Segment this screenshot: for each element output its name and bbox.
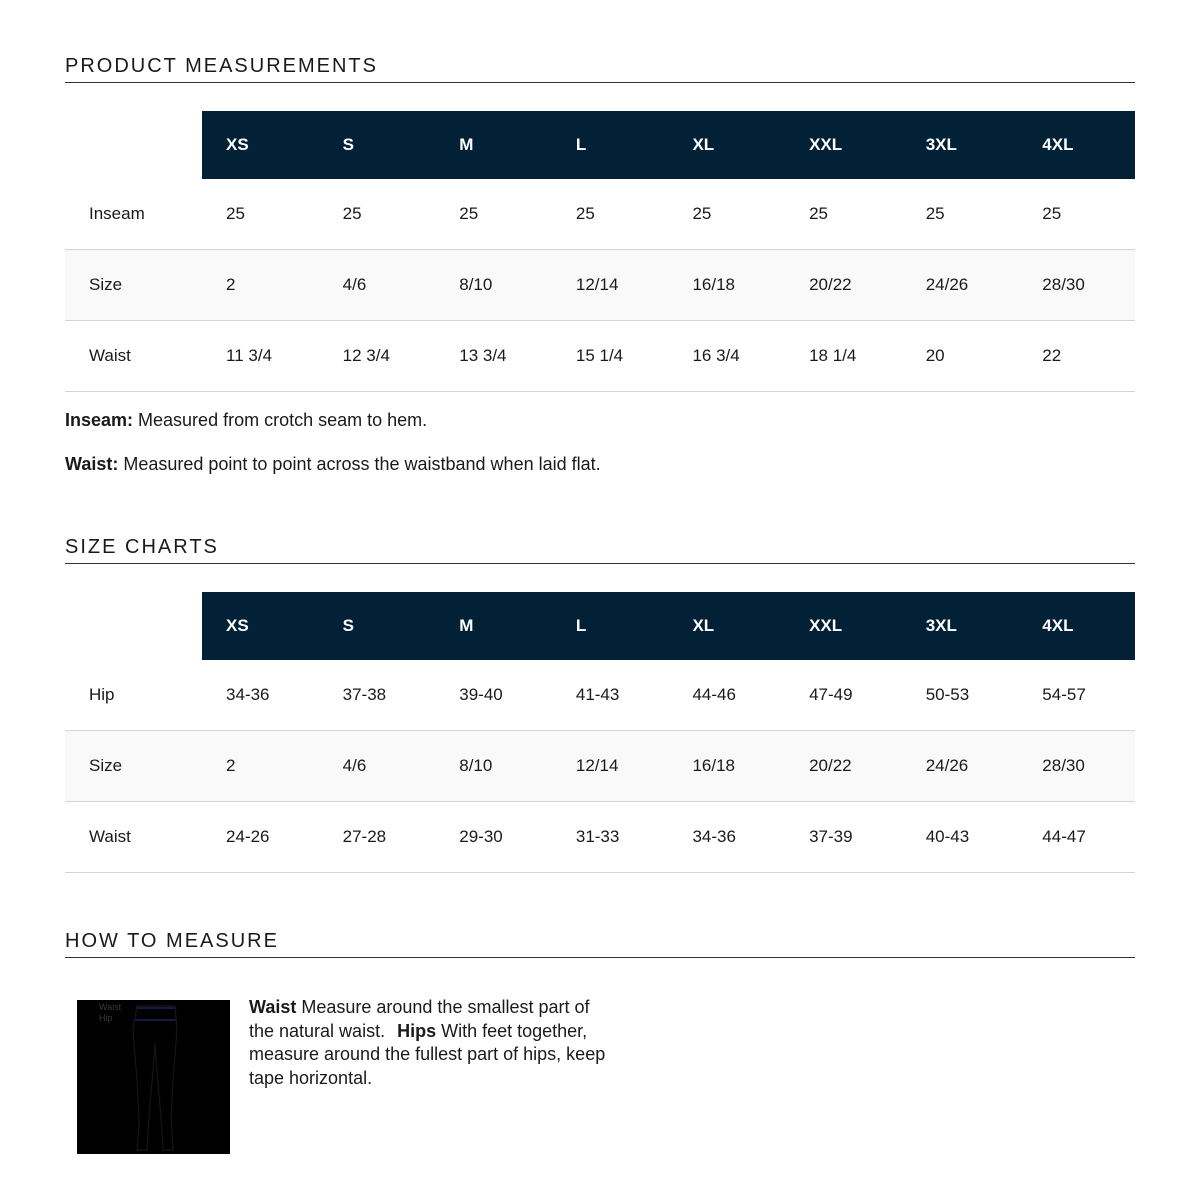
table-cell: 24-26 — [202, 802, 319, 873]
how-to-measure-text — [249, 996, 609, 1090]
table-cell: 50-53 — [902, 660, 1019, 731]
table-cell: 39-40 — [435, 660, 552, 731]
table-cell: 20 — [902, 321, 1019, 392]
size-header-cell: 4XL — [1018, 111, 1135, 179]
table-row-inseam — [65, 179, 1135, 250]
table-cell: 28/30 — [1018, 731, 1135, 802]
table-cell: 40-43 — [902, 802, 1019, 873]
row-label: Hip — [65, 660, 202, 731]
table-cell: 15 1/4 — [552, 321, 669, 392]
table-cell: 25 — [319, 179, 436, 250]
table-cell: 34-36 — [202, 660, 319, 731]
size-header-cell: 3XL — [902, 111, 1019, 179]
diagram-hip-label: Hip — [99, 1013, 113, 1023]
table-cell: 41-43 — [552, 660, 669, 731]
table-row-waist — [65, 802, 1135, 873]
table-cell: 25 — [1018, 179, 1135, 250]
leggings-silhouette-icon — [77, 1000, 230, 1154]
table-cell: 8/10 — [435, 731, 552, 802]
note-term: Inseam: — [65, 410, 134, 430]
table-cell: 24/26 — [902, 731, 1019, 802]
size-header-cell: 3XL — [902, 592, 1019, 660]
table-cell: 4/6 — [319, 250, 436, 321]
table-cell: 29-30 — [435, 802, 552, 873]
measurement-diagram-image — [77, 1000, 230, 1154]
table-cell: 13 3/4 — [435, 321, 552, 392]
diagram-waist-label: Waist — [99, 1002, 122, 1012]
table-cell: 16/18 — [668, 731, 785, 802]
size-header-cell: L — [552, 592, 669, 660]
size-header-cell: M — [435, 592, 552, 660]
row-label: Size — [65, 731, 202, 802]
row-label: Inseam — [65, 179, 202, 250]
product-measurements-table — [65, 111, 1135, 392]
table-cell: 25 — [435, 179, 552, 250]
how-to-measure-title: HOW TO MEASURE — [65, 929, 1135, 958]
table-cell: 20/22 — [785, 731, 902, 802]
table-cell: 25 — [902, 179, 1019, 250]
table-cell: 16 3/4 — [668, 321, 785, 392]
header-row — [65, 111, 1135, 179]
table-cell: 24/26 — [902, 250, 1019, 321]
row-label: Waist — [65, 321, 202, 392]
table-cell: 2 — [202, 731, 319, 802]
header-row — [65, 592, 1135, 660]
table-cell: 47-49 — [785, 660, 902, 731]
table-row-hip — [65, 660, 1135, 731]
size-header-cell: S — [319, 592, 436, 660]
table-cell: 34-36 — [668, 802, 785, 873]
size-header-cell: XL — [668, 111, 785, 179]
size-charts-table — [65, 592, 1135, 873]
table-cell: 12 3/4 — [319, 321, 436, 392]
header-blank-cell — [65, 111, 202, 179]
table-cell: 31-33 — [552, 802, 669, 873]
table-row-size — [65, 731, 1135, 802]
size-header-cell: S — [319, 111, 436, 179]
size-charts-title: SIZE CHARTS — [65, 535, 1135, 564]
product-measurements-title: PRODUCT MEASUREMENTS — [65, 54, 1135, 83]
table-cell: 54-57 — [1018, 660, 1135, 731]
table-cell: 4/6 — [319, 731, 436, 802]
waist-note — [65, 453, 601, 475]
leggings-outline — [133, 1006, 177, 1150]
table-cell: 27-28 — [319, 802, 436, 873]
table-cell: 28/30 — [1018, 250, 1135, 321]
size-header-cell: XS — [202, 592, 319, 660]
table-cell: 25 — [202, 179, 319, 250]
table-row-waist — [65, 321, 1135, 392]
size-header-cell: XL — [668, 592, 785, 660]
note-term: Waist: — [65, 454, 119, 474]
table-cell: 44-46 — [668, 660, 785, 731]
row-label: Size — [65, 250, 202, 321]
size-header-cell: 4XL — [1018, 592, 1135, 660]
size-header-cell: L — [552, 111, 669, 179]
table-cell: 16/18 — [668, 250, 785, 321]
size-header-cell: M — [435, 111, 552, 179]
header-blank-cell — [65, 592, 202, 660]
size-header-cell: XS — [202, 111, 319, 179]
size-header-cell: XXL — [785, 592, 902, 660]
table-cell: 37-39 — [785, 802, 902, 873]
table-row-size — [65, 250, 1135, 321]
note-text: Measured point to point across the waistband when laid flat. — [118, 454, 601, 474]
table-cell: 11 3/4 — [202, 321, 319, 392]
row-label: Waist — [65, 802, 202, 873]
note-text: Measured from crotch seam to hem. — [133, 410, 428, 430]
table-cell: 20/22 — [785, 250, 902, 321]
waist-term: Waist — [249, 997, 297, 1017]
table-cell: 25 — [785, 179, 902, 250]
table-cell: 25 — [668, 179, 785, 250]
table-cell: 44-47 — [1018, 802, 1135, 873]
table-cell: 37-38 — [319, 660, 436, 731]
table-cell: 8/10 — [435, 250, 552, 321]
hips-instruction: With feet together, measure around the fullest part of hips, keep tape horizontal. — [249, 1020, 606, 1088]
inseam-note — [65, 409, 427, 431]
hips-term: Hips — [397, 1020, 437, 1041]
table-cell: 25 — [552, 179, 669, 250]
table-cell: 12/14 — [552, 250, 669, 321]
waist-instruction: Measure around the smallest part of the natural waist. — [249, 997, 590, 1041]
size-header-cell: XXL — [785, 111, 902, 179]
table-cell: 2 — [202, 250, 319, 321]
table-cell: 12/14 — [552, 731, 669, 802]
table-cell: 18 1/4 — [785, 321, 902, 392]
table-cell: 22 — [1018, 321, 1135, 392]
